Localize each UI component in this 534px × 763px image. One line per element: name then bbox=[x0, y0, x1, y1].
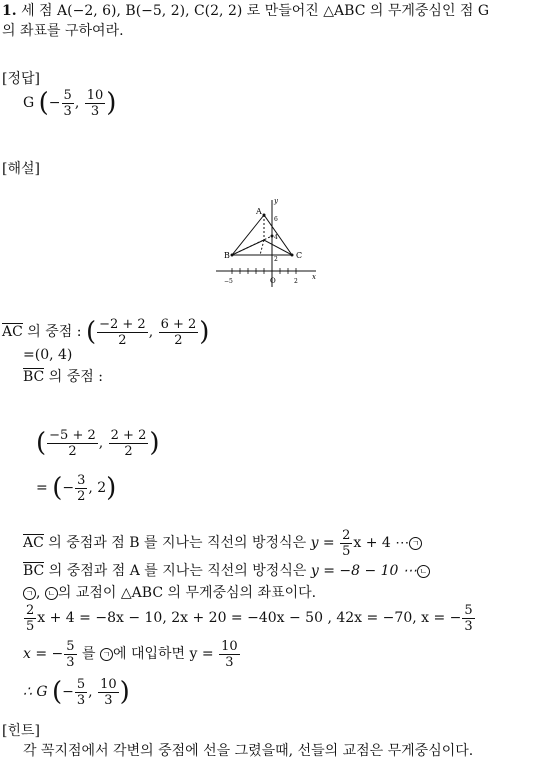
solution-heading: [해설] bbox=[2, 161, 40, 177]
answer-point-label: G bbox=[23, 95, 35, 111]
svg-text:2: 2 bbox=[294, 278, 298, 285]
final-answer: ∴ G (− $\frac{5}{3}$ , $\frac{10}{3}$ ) bbox=[23, 676, 130, 708]
svg-text:6: 6 bbox=[274, 216, 278, 223]
segment-bc-2: BC bbox=[23, 563, 45, 579]
bc-midpoint-calc: ( $\frac{-5 + 2}{2}$ , $\frac{2 + 2}{2}$ ) bbox=[36, 427, 160, 459]
segment-ac: AC bbox=[2, 324, 23, 340]
svg-text:−5: −5 bbox=[224, 278, 233, 285]
ac-midpoint-line: AC 의 중점 : ( $\frac{-2 + 2}{2}$ , $\frac{6 + 2}{2}$ ) bbox=[2, 316, 210, 348]
svg-text:4: 4 bbox=[274, 234, 278, 241]
problem-statement bbox=[2, 2, 489, 20]
answer-expression: G (− $\frac{5}{3}$ , $\frac{10}{3}$ ) bbox=[23, 87, 117, 119]
line-equation-1: AC 의 중점과 점 B 를 지나는 직선의 방정식은 y = $\frac{2}{5}$ x + 4 ⋯ ㄱ bbox=[23, 526, 422, 560]
hint-heading: [힌트] bbox=[2, 723, 40, 739]
substitute-line: x = − $\frac{5}{3}$ 를 ㄱ 에 대입하면 y = $\frac{10}{3}$ bbox=[23, 638, 238, 670]
label-c: C bbox=[296, 251, 303, 260]
label-origin: O bbox=[270, 277, 276, 285]
circled-1-icon: ㄱ bbox=[23, 587, 36, 600]
segment-bc: BC bbox=[23, 369, 45, 385]
circled-2-icon: ㄴ bbox=[45, 587, 58, 600]
circled-1-icon: ㄱ bbox=[100, 648, 113, 661]
hint-text: 각 꼭지점에서 각변의 중점에 선을 그렸을때, 선들의 교점은 무게중심이다. bbox=[23, 743, 474, 759]
circled-1-icon: ㄱ bbox=[409, 537, 422, 550]
answer-heading: [정답] bbox=[2, 71, 40, 87]
median-a bbox=[260, 240, 264, 255]
ac-midpoint-result: =(0, 4) bbox=[23, 347, 73, 363]
bc-midpoint-label: BC 의 중점 : bbox=[23, 369, 103, 385]
answer-y-fraction: $\frac{10}{3}$ bbox=[86, 87, 104, 119]
label-y-axis: y bbox=[274, 197, 278, 205]
intersection-note: ㄱ , ㄴ 의 교점이 △ABC 의 무게중심의 좌표이다. bbox=[23, 584, 316, 602]
label-b: B bbox=[224, 251, 230, 260]
circled-2-icon: ㄴ bbox=[417, 565, 430, 578]
svg-text:2: 2 bbox=[274, 256, 278, 263]
label-a: A bbox=[256, 207, 262, 216]
problem-number: 1. bbox=[2, 3, 17, 19]
segment-ac-2: AC bbox=[23, 535, 44, 551]
line-equation-2: BC 의 중점과 점 A 를 지나는 직선의 방정식은 y = −8 − 10 ⋯ ㄴ bbox=[23, 562, 430, 580]
bc-midpoint-result: = (− $\frac{3}{2}$ , 2) bbox=[36, 472, 117, 504]
solve-equation: $\frac{2}{5}$ x + 4 = −8x − 10, 2x + 20 = −40x − 50 , 42x = −70, x = − $\frac{5}{3}$ bbox=[26, 602, 473, 634]
answer-x-fraction: $\frac{5}{3}$ bbox=[63, 87, 72, 119]
triangle-graph bbox=[212, 195, 322, 290]
label-x-axis: x bbox=[312, 273, 316, 281]
problem-line-2: 의 좌표를 구하여라. bbox=[2, 23, 124, 39]
problem-line-1: 세 점 A(−2, 6), B(−5, 2), C(2, 2) 로 만들어진 △ABC 의 무게중심인 점 G bbox=[21, 3, 490, 19]
